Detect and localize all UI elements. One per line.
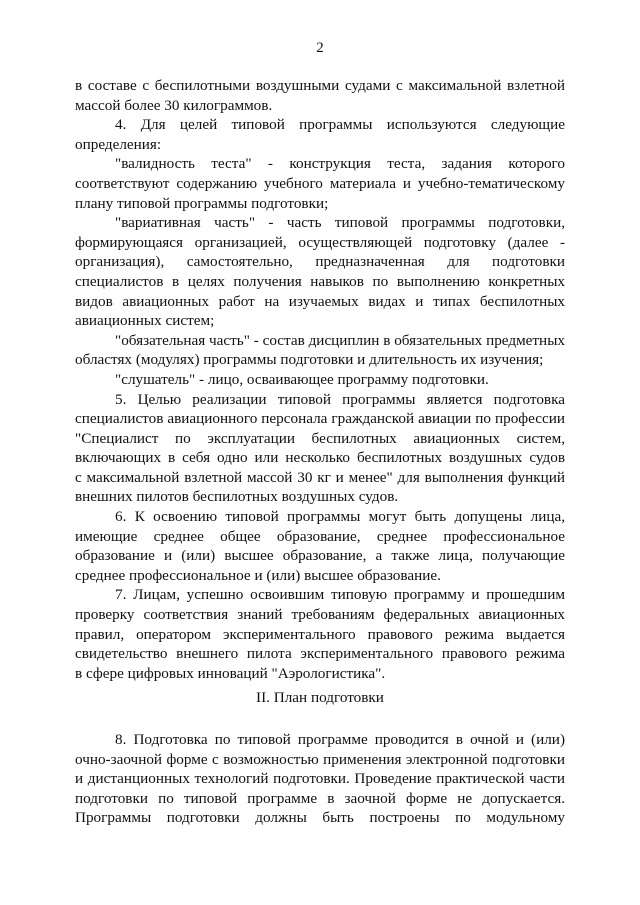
text-line: образование и (или) высшее образование, а также лица, получающие [75, 547, 565, 565]
text-line: и дистанционных технологий подготовки. Проведение практической части [75, 770, 565, 788]
text-line: "валидность теста" - конструкция теста, задания которого [115, 155, 565, 173]
text-line: специалистов в целях получения навыков по выполнению конкретных [75, 272, 565, 290]
text-line: проверку соответствия знаний требованиям федеральных авиационных [75, 606, 565, 624]
text-line: с максимальной взлетной массой 30 кг и менее" для выполнения функций [75, 468, 565, 486]
text-line: подготовки по типовой программе в заочной форме не допускается. [75, 789, 565, 807]
text-line: 7. Лицам, успешно освоившим типовую программу и прошедшим [115, 586, 565, 604]
body-text-section-2 [75, 730, 565, 828]
text-line: свидетельство внешнего пилота экспериментального правового режима [75, 645, 565, 663]
page-number: 2 [316, 40, 324, 56]
text-line: соответствуют содержанию учебного материала и учебно-тематическому [75, 174, 565, 192]
text-line: видов авиационных работ на изучаемых видах и типах беспилотных [75, 292, 565, 310]
text-line: формирующаяся организацией, осуществляющей подготовку (далее - [75, 233, 565, 251]
text-line: очно-заочной форме с возможностью применения электронной подготовки [75, 750, 565, 768]
text-line: "Специалист по эксплуатации беспилотных авиационных систем, [75, 429, 565, 447]
text-line: правил, оператором экспериментального правового режима выдается [75, 625, 565, 643]
text-line: "вариативная часть" - часть типовой программы подготовки, [115, 214, 565, 232]
text-line: 6. К освоению типовой программы могут быть допущены лица, [115, 508, 565, 526]
body-text-section-1 [75, 76, 565, 683]
text-line: авиационных систем; [75, 312, 215, 330]
text-line: массой более 30 килограммов. [75, 96, 273, 114]
text-line: определения: [75, 135, 162, 153]
text-line: плану типовой программы подготовки; [75, 194, 329, 212]
text-line: включающих в себя одно или несколько беспилотных воздушных судов [75, 449, 565, 467]
text-line: областях (модулях) программы подготовки и длительность их изучения; [75, 351, 544, 369]
section-heading: II. План подготовки [256, 689, 384, 706]
text-line: "обязательная часть" - состав дисциплин в обязательных предметных [115, 331, 565, 349]
text-line: 8. Подготовка по типовой программе проводится в очной и (или) [115, 731, 565, 748]
text-line: организация), самостоятельно, предназначенная для подготовки [75, 253, 565, 271]
text-line: имеющие среднее общее образование, среднее профессиональное [75, 527, 565, 545]
text-line: Программы подготовки должны быть построены по модульному [75, 809, 565, 827]
text-line: 4. Для целей типовой программы используются следующие [115, 116, 565, 134]
text-line: среднее профессиональное и (или) высшее образование. [75, 566, 441, 584]
text-line: 5. Целью реализации типовой программы является подготовка [115, 390, 565, 408]
text-line: внешних пилотов беспилотных воздушных судов. [75, 488, 399, 506]
text-line: специалистов авиационного персонала гражданской авиации по профессии [75, 410, 565, 428]
text-line: "слушатель" - лицо, осваивающее программу подготовки. [115, 370, 489, 388]
text-line: в сфере цифровых инноваций "Аэрологистика". [75, 664, 386, 682]
text-line: в составе с беспилотными воздушными судами с максимальной взлетной [75, 77, 565, 94]
